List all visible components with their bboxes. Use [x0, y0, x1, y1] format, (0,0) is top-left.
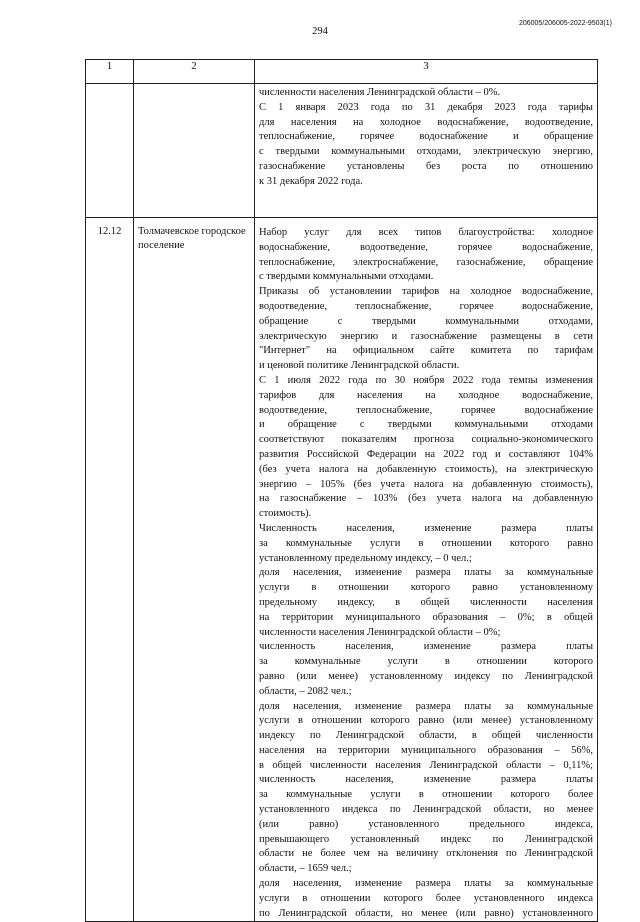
- page-number: 294: [312, 26, 328, 37]
- text-line: теплоснабжение, электроснабжение, газоснабжение, обращение: [259, 256, 593, 268]
- text-line: доля населения, изменение размера платы за коммунальные: [259, 567, 593, 579]
- text-line: водоснабжение, водоотведение, горячее водоснабжение,: [259, 241, 593, 253]
- text-line: Приказы об установлении тарифов на холодное водоснабжение,: [259, 286, 593, 298]
- text-line: обращение с твердыми коммунальными отходами,: [259, 315, 593, 327]
- text-line: газоснабжение установлены без роста по отношению: [259, 160, 593, 172]
- text-line: электрическую энергию и газоснабжение размещены в сети: [259, 330, 593, 342]
- table-row: [86, 84, 598, 218]
- row-number: [86, 84, 134, 218]
- text-line: численность населения, изменение размера платы: [259, 641, 593, 653]
- text-line: превышающего установленный индекс по Ленинградской: [259, 833, 593, 845]
- text-line: услуги в отношении которого более установленного индекса: [259, 892, 593, 904]
- text-line: для населения на холодное водоснабжение, водоотведение,: [259, 116, 593, 128]
- text-line: водоотведение, теплоснабжение, горячее водоснабжение,: [259, 300, 593, 312]
- text-line: доля населения, изменение размера платы за коммунальные: [259, 878, 593, 890]
- text-line: стоимость).: [259, 508, 312, 520]
- text-line: услуги в отношении которого равно установленному: [259, 582, 593, 594]
- text-line: доля населения, изменение размера платы за коммунальные: [259, 700, 593, 712]
- text-line: с твердыми коммунальными отходами.: [259, 271, 434, 283]
- document-code: 206005/206005-2022-9503(1): [518, 20, 612, 27]
- settlement-name: [134, 84, 255, 218]
- text-line: на газоснабжение – 103% (без учета налога на добавленную: [259, 493, 593, 505]
- text-line: области, – 1659 чел.;: [259, 863, 352, 875]
- text-line: "Интернет" на официальном сайте комитета по тарифам: [259, 345, 593, 357]
- text-line: численность населения, изменение размера платы: [259, 774, 593, 786]
- text-line: области, – 2082 чел.;: [259, 685, 352, 697]
- text-line: С 1 января 2023 года по 31 декабря 2023 года тарифы: [259, 101, 593, 113]
- text-line: водоотведение, теплоснабжение, горячее водоснабжение: [259, 404, 593, 416]
- row-description: [255, 84, 598, 218]
- table-header-row: [86, 60, 598, 84]
- text-line: услуги в отношении которого равно (или менее) установленному: [259, 715, 593, 727]
- text-line: за коммунальные услуги в отношении которого равно: [259, 537, 593, 549]
- tariff-table: [85, 59, 598, 922]
- column-header-1: 1: [86, 60, 134, 84]
- settlement-name: Толмачевское городское поселение: [134, 218, 255, 922]
- column-header-3: 3: [255, 60, 598, 84]
- text-line: тарифов для населения на холодное водоснабжение,: [259, 389, 593, 401]
- column-header-2: 2: [134, 60, 255, 84]
- row-number: 12.12: [86, 218, 134, 922]
- text-line: по Ленинградской области, но менее (или равно) установленного: [259, 907, 593, 919]
- table-row: [86, 218, 598, 922]
- text-line: населения на территории муниципального образования – 56%,: [259, 744, 593, 756]
- text-line: к 31 декабря 2022 года.: [259, 175, 363, 187]
- text-line: (без учета налога на добавленную стоимость), на электрическую: [259, 463, 593, 475]
- text-line: области не более чем на величину отклонения по Ленинградской: [259, 848, 593, 860]
- text-line: в общей численности населения Ленинградской области – 0,11%;: [259, 759, 593, 771]
- text-line: численности населения Ленинградской области – 0%.: [259, 87, 501, 98]
- text-line: индексу по Ленинградской области, в общей численности: [259, 730, 593, 742]
- text-line: и ценовой политике Ленинградской области.: [259, 360, 460, 372]
- text-line: за коммунальные услуги в отношении которого: [259, 656, 593, 668]
- text-line: с твердыми коммунальными отходами, электрическую энергию,: [259, 146, 593, 158]
- text-line: равно (или менее) установленному индексу по Ленинградской: [259, 670, 593, 682]
- text-line: теплоснабжение, горячее водоснабжение и обращение: [259, 131, 593, 143]
- text-line: установленного индекса по Ленинградской области, но менее: [259, 804, 593, 816]
- text-line: за коммунальные услуги в отношении которого более: [259, 789, 593, 801]
- text-line: численности населения Ленинградской области – 0%;: [259, 626, 501, 638]
- text-line: соответствуют показателям прогноза социально-экономического: [259, 434, 593, 446]
- text-line: (или равно) установленного предельного индекса,: [259, 818, 593, 830]
- row-description: [255, 218, 598, 922]
- text-line: С 1 июля 2022 года по 30 ноября 2022 года темпы изменения: [259, 374, 593, 386]
- text-line: Численность населения, изменение размера платы: [259, 522, 593, 534]
- text-line: и обращение с твердыми коммунальными отходами: [259, 419, 593, 431]
- text-line: предельному индексу, в общей численности населения: [259, 596, 593, 608]
- text-line: установленному предельному индексу, – 0 чел.;: [259, 552, 472, 564]
- text-line: Набор услуг для всех типов благоустройства: холодное: [259, 227, 593, 238]
- text-line: развития Российской Федерации на 2022 год и составляют 104%: [259, 448, 593, 460]
- text-line: на территории муниципального образования – 0%; в общей: [259, 611, 593, 623]
- text-line: энергию – 105% (без учета налога на добавленную стоимость),: [259, 478, 593, 490]
